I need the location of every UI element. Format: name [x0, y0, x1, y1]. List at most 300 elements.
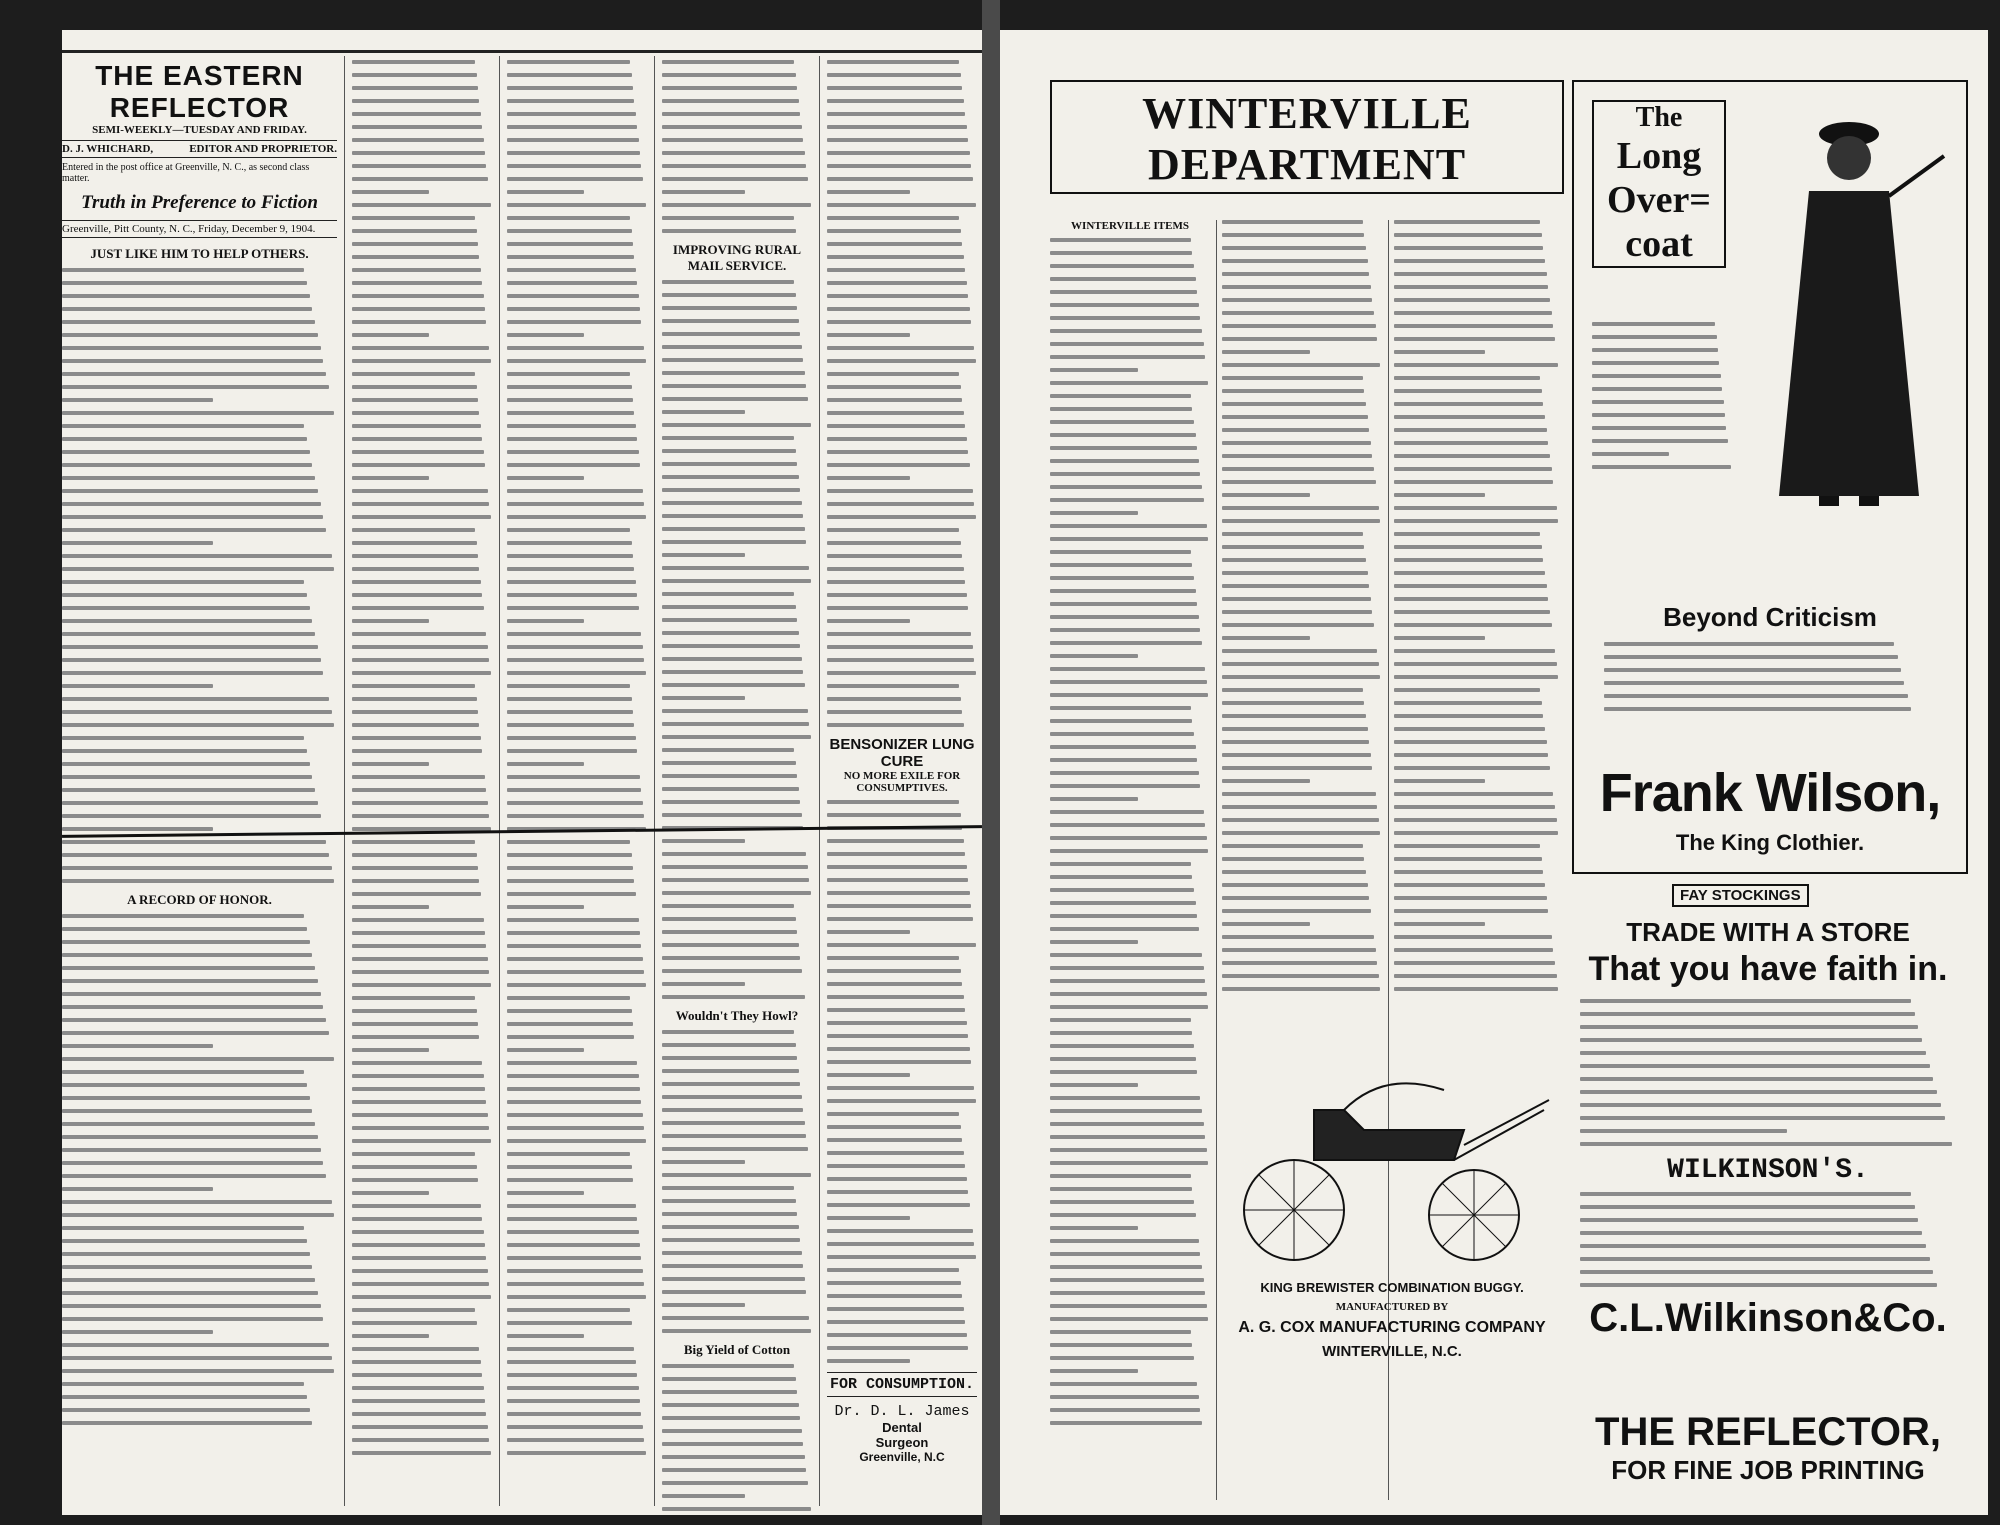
text-line — [1222, 922, 1310, 926]
text-line — [352, 1373, 482, 1377]
text-line — [507, 814, 644, 818]
text-line — [827, 969, 961, 973]
text-line — [1394, 909, 1548, 913]
text-line — [507, 190, 584, 194]
text-line — [507, 177, 643, 181]
text-line — [1604, 694, 1908, 698]
text-line — [507, 710, 633, 714]
text-line — [662, 917, 796, 921]
text-line — [62, 502, 321, 506]
text-line — [1050, 901, 1196, 905]
text-line — [352, 203, 491, 207]
text-line — [662, 670, 803, 674]
text-line — [1222, 272, 1369, 276]
text-line — [827, 1216, 910, 1220]
text-line — [507, 1308, 630, 1312]
text-line — [507, 437, 637, 441]
text-line — [662, 449, 796, 453]
text-line — [507, 476, 584, 480]
text-line — [507, 671, 646, 675]
text-line — [1580, 1218, 1918, 1222]
text-line — [62, 1083, 307, 1087]
text-line — [1394, 506, 1557, 510]
text-line — [1050, 316, 1200, 320]
text-line — [662, 345, 802, 349]
text-line — [827, 294, 968, 298]
text-line — [1604, 681, 1904, 685]
text-line — [352, 268, 481, 272]
text-line — [1222, 831, 1380, 835]
text-line — [507, 450, 639, 454]
text-line — [352, 944, 486, 948]
text-line — [662, 436, 794, 440]
text-line — [827, 489, 973, 493]
text-line — [1050, 784, 1200, 788]
text-line — [662, 566, 809, 570]
text-line — [352, 1451, 491, 1455]
text-line — [662, 151, 805, 155]
text-line — [352, 294, 484, 298]
text-line — [62, 814, 321, 818]
text-line — [662, 488, 800, 492]
right-newspaper-page — [1000, 30, 1988, 1515]
publication-line: SEMI-WEEKLY—TUESDAY AND FRIDAY. — [92, 124, 307, 136]
text-line — [827, 1112, 959, 1116]
dentist-line1: Dental — [882, 1420, 922, 1435]
text-line — [827, 1190, 968, 1194]
text-line — [662, 553, 745, 557]
text-line — [1050, 1343, 1192, 1347]
headline-record-of-honor: A RECORD OF HONOR. — [127, 892, 272, 907]
text-line — [352, 502, 489, 506]
text-line — [662, 384, 806, 388]
article-text — [662, 1364, 812, 1515]
text-line — [662, 177, 808, 181]
text-line — [1394, 974, 1557, 978]
text-line — [1050, 1070, 1197, 1074]
text-line — [507, 346, 644, 350]
text-line — [62, 1291, 318, 1295]
text-line — [1222, 805, 1377, 809]
text-line — [662, 112, 800, 116]
text-line — [1394, 519, 1558, 523]
text-line — [352, 840, 475, 844]
text-line — [1222, 493, 1310, 497]
text-line — [1050, 485, 1202, 489]
text-line — [827, 1242, 974, 1246]
text-line — [827, 1268, 959, 1272]
text-line — [62, 927, 307, 931]
text-line — [1580, 1192, 1911, 1196]
text-line — [662, 1507, 811, 1511]
text-line — [507, 489, 643, 493]
text-line — [1222, 701, 1364, 705]
text-line — [827, 839, 964, 843]
text-line — [352, 606, 484, 610]
text-line — [507, 151, 640, 155]
text-line — [352, 632, 486, 636]
text-line — [62, 606, 310, 610]
editor-line — [62, 140, 337, 158]
text-line — [1592, 387, 1722, 391]
text-line — [352, 1399, 485, 1403]
text-line — [507, 281, 637, 285]
text-line — [1050, 420, 1194, 424]
text-line — [827, 723, 964, 727]
column-divider — [819, 56, 820, 1506]
text-line — [1222, 584, 1369, 588]
text-line — [1222, 467, 1374, 471]
text-line — [1050, 1265, 1202, 1269]
text-line — [1222, 545, 1364, 549]
text-line — [352, 710, 478, 714]
text-line — [1050, 836, 1207, 840]
text-line — [827, 307, 970, 311]
text-line — [62, 1070, 304, 1074]
text-line — [352, 1438, 489, 1442]
text-line — [1050, 251, 1192, 255]
text-line — [352, 1035, 479, 1039]
overcoat-ad-text — [1604, 642, 1934, 720]
text-line — [1222, 597, 1371, 601]
text-line — [827, 606, 968, 610]
column-divider — [344, 56, 345, 1506]
text-line — [1050, 927, 1199, 931]
overcoat-title-3: Over= — [1607, 179, 1711, 221]
text-line — [507, 580, 636, 584]
buggy-town: WINTERVILLE, N.C. — [1322, 1343, 1462, 1360]
text-line — [827, 125, 967, 129]
text-line — [507, 229, 632, 233]
text-line — [827, 476, 910, 480]
text-line — [62, 966, 315, 970]
text-line — [352, 749, 482, 753]
text-line — [662, 216, 794, 220]
text-line — [662, 125, 802, 129]
text-line — [1222, 389, 1364, 393]
text-line — [507, 1321, 632, 1325]
text-line — [827, 800, 959, 804]
text-line — [662, 358, 803, 362]
text-line — [662, 1160, 745, 1164]
text-line — [507, 1230, 639, 1234]
text-line — [1050, 992, 1207, 996]
text-line — [352, 346, 489, 350]
text-line — [62, 411, 334, 415]
text-line — [62, 1187, 213, 1191]
text-line — [1394, 415, 1545, 419]
text-line — [662, 60, 794, 64]
text-line — [1592, 348, 1718, 352]
text-line — [507, 944, 641, 948]
text-line — [1222, 285, 1371, 289]
text-line — [62, 1135, 318, 1139]
text-line — [662, 1290, 806, 1294]
text-line — [507, 1165, 632, 1169]
text-line — [827, 1021, 967, 1025]
text-line — [62, 554, 332, 558]
text-line — [1050, 238, 1191, 242]
editor-name: D. J. WHICHARD, — [62, 143, 154, 155]
text-line — [507, 268, 636, 272]
wilkinson-ad-text — [1572, 1186, 1964, 1287]
text-line — [662, 319, 799, 323]
fay-stockings-badge: FAY STOCKINGS — [1672, 884, 1809, 907]
text-line — [62, 1018, 326, 1022]
text-line — [507, 749, 637, 753]
text-line — [662, 86, 797, 90]
text-line — [507, 1048, 584, 1052]
text-line — [507, 333, 584, 337]
text-line — [352, 125, 482, 129]
text-line — [827, 1203, 970, 1207]
text-line — [352, 1360, 481, 1364]
text-line — [827, 1164, 965, 1168]
text-line — [62, 1369, 334, 1373]
column-5 — [827, 60, 977, 1464]
text-line — [662, 1403, 799, 1407]
text-line — [1050, 667, 1205, 671]
text-line — [1394, 597, 1548, 601]
text-line — [352, 164, 486, 168]
text-line — [1050, 706, 1191, 710]
text-line — [507, 1217, 637, 1221]
text-line — [1394, 454, 1550, 458]
text-line — [507, 1113, 643, 1117]
text-line — [827, 1294, 962, 1298]
text-line — [827, 1320, 965, 1324]
text-line — [1050, 745, 1196, 749]
text-line — [1222, 727, 1368, 731]
text-line — [507, 1412, 641, 1416]
text-line — [1394, 584, 1547, 588]
text-line — [827, 917, 973, 921]
text-line — [1222, 714, 1366, 718]
text-line — [1222, 987, 1380, 991]
text-line — [1580, 1129, 1787, 1133]
text-line — [352, 931, 485, 935]
text-line — [662, 1316, 809, 1320]
text-line — [62, 320, 315, 324]
text-line — [1050, 953, 1202, 957]
faith-in: That you have faith in. — [1588, 950, 1948, 988]
buggy-illustration — [1224, 1050, 1560, 1270]
text-line — [1394, 480, 1553, 484]
text-line — [1050, 303, 1199, 307]
text-line — [1604, 707, 1911, 711]
text-line — [352, 658, 489, 662]
column-divider — [1216, 220, 1217, 1500]
text-line — [827, 281, 967, 285]
text-line — [507, 86, 633, 90]
text-line — [1050, 1109, 1202, 1113]
left-newspaper-page — [62, 30, 982, 1515]
text-line — [1394, 935, 1552, 939]
text-line — [62, 736, 304, 740]
text-line — [352, 554, 478, 558]
text-line — [507, 424, 636, 428]
text-line — [352, 99, 479, 103]
text-line — [1394, 675, 1558, 679]
text-line — [827, 86, 962, 90]
text-line — [662, 722, 809, 726]
text-line — [62, 1096, 310, 1100]
text-line — [1394, 831, 1558, 835]
text-line — [827, 242, 962, 246]
text-line — [827, 671, 976, 675]
text-line — [1580, 1283, 1937, 1287]
text-line — [827, 658, 974, 662]
text-line — [507, 658, 644, 662]
text-line — [352, 1321, 477, 1325]
text-line — [1222, 337, 1377, 341]
text-line — [1394, 961, 1555, 965]
text-line — [662, 1481, 808, 1485]
text-line — [827, 904, 971, 908]
text-line — [662, 774, 797, 778]
text-line — [507, 541, 632, 545]
text-line — [662, 280, 794, 284]
text-line — [507, 255, 634, 259]
text-line — [1222, 571, 1368, 575]
text-line — [827, 1151, 964, 1155]
text-line — [827, 372, 959, 376]
text-line — [1394, 376, 1540, 380]
wilkinson-ad — [1572, 878, 1964, 1358]
text-line — [352, 320, 486, 324]
text-line — [1394, 805, 1555, 809]
text-line — [352, 1334, 429, 1338]
text-line — [1050, 1044, 1194, 1048]
text-line — [1222, 532, 1363, 536]
text-line — [352, 1152, 475, 1156]
text-line — [662, 1494, 745, 1498]
text-line — [352, 1087, 485, 1091]
article-text — [507, 60, 647, 1455]
text-line — [827, 346, 974, 350]
text-line — [352, 1165, 477, 1169]
text-line — [827, 710, 962, 714]
text-line — [507, 762, 584, 766]
text-line — [662, 787, 799, 791]
article-text — [62, 914, 337, 1425]
text-line — [1394, 428, 1547, 432]
text-line — [1050, 576, 1194, 580]
text-line — [1222, 818, 1379, 822]
text-line — [507, 1269, 643, 1273]
reflector-line2: FOR FINE JOB PRINTING — [1611, 1455, 1925, 1485]
text-line — [662, 190, 745, 194]
text-line — [1050, 1122, 1204, 1126]
text-line — [1050, 940, 1138, 944]
dentist-ad — [827, 1403, 977, 1464]
text-line — [1592, 465, 1731, 469]
text-line — [1050, 524, 1207, 528]
top-rule — [62, 50, 982, 53]
text-line — [1222, 844, 1363, 848]
text-line — [1580, 1270, 1933, 1274]
text-line — [62, 1005, 323, 1009]
text-line — [1222, 948, 1376, 952]
text-line — [62, 1356, 332, 1360]
text-line — [1394, 324, 1553, 328]
text-line — [352, 671, 491, 675]
department-title: WINTERVILLE DEPARTMENT — [1052, 88, 1562, 194]
text-line — [1050, 1317, 1208, 1321]
text-line — [1050, 277, 1196, 281]
text-line — [1580, 1051, 1926, 1055]
text-line — [1394, 272, 1547, 276]
text-line — [352, 151, 485, 155]
text-line — [1592, 400, 1724, 404]
text-line — [662, 800, 800, 804]
text-line — [662, 657, 802, 661]
subhead-consumptives: NO MORE EXILE FOR CONSUMPTIVES. — [843, 770, 961, 794]
text-line — [1050, 329, 1202, 333]
text-line — [507, 359, 646, 363]
text-line — [1050, 1382, 1197, 1386]
text-line — [352, 190, 429, 194]
winterville-column-2 — [1222, 220, 1382, 1000]
text-line — [507, 918, 639, 922]
text-line — [352, 580, 481, 584]
text-line — [662, 73, 796, 77]
article-text — [62, 268, 337, 883]
text-line — [1050, 914, 1197, 918]
text-line — [1394, 532, 1540, 536]
text-line — [507, 502, 644, 506]
beyond-criticism: Beyond Criticism — [1663, 602, 1877, 632]
text-line — [62, 723, 334, 727]
text-line — [62, 1174, 326, 1178]
text-line — [1222, 623, 1374, 627]
text-line — [827, 1125, 961, 1129]
text-line — [827, 1229, 973, 1233]
text-line — [507, 1282, 644, 1286]
text-line — [352, 762, 429, 766]
text-line — [1394, 467, 1552, 471]
text-line — [62, 476, 315, 480]
text-line — [352, 1308, 475, 1312]
text-line — [1222, 376, 1363, 380]
text-line — [352, 60, 475, 64]
text-line — [827, 632, 971, 636]
text-line — [662, 579, 811, 583]
article-text — [1394, 220, 1560, 991]
text-line — [352, 515, 491, 519]
text-line — [1580, 1038, 1922, 1042]
text-line — [827, 1034, 968, 1038]
text-line — [1592, 374, 1721, 378]
text-line — [62, 1148, 321, 1152]
text-line — [1050, 862, 1191, 866]
wilkinson-ad-text — [1572, 989, 1964, 1146]
text-line — [1580, 1090, 1937, 1094]
text-line — [352, 957, 488, 961]
text-line — [352, 697, 477, 701]
headline-rural-mail: IMPROVING RURAL MAIL SERVICE. — [672, 242, 802, 273]
column-divider — [654, 56, 655, 1506]
text-line — [1394, 766, 1550, 770]
text-line — [507, 1100, 641, 1104]
text-line — [507, 528, 630, 532]
text-line — [62, 940, 310, 944]
text-line — [352, 1178, 478, 1182]
text-line — [827, 956, 959, 960]
column-divider — [499, 56, 500, 1506]
text-line — [507, 203, 646, 207]
text-line — [827, 411, 964, 415]
